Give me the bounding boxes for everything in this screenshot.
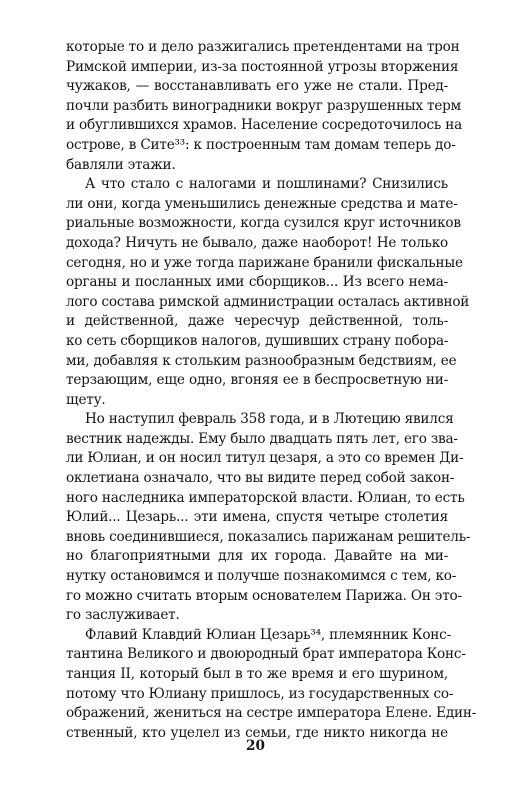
text-line: Но наступил февраль 358 года, и в Лютецию явился bbox=[85, 411, 454, 428]
text-line: А что стало с налогами и пошлинами? Снизились bbox=[85, 176, 448, 193]
text-line: оклетиана означало, что вы видите перед собой закон- bbox=[66, 470, 455, 487]
text-line: го можно считать вторым основателем Парижа. Он это- bbox=[66, 587, 462, 604]
paragraph-3 bbox=[66, 410, 471, 626]
text-line: вновь соединившиеся, показались парижанам решитель- bbox=[66, 528, 471, 545]
text-line: острове, в Сите³³: к построенным там домам теперь до- bbox=[66, 136, 456, 153]
text-line: дохода? Ничуть не бывало, даже наоборот! Не только bbox=[66, 234, 448, 251]
text-line: и действенной, даже чересчур действенной, толь- bbox=[66, 313, 448, 330]
text-line: и обуглившихся храмов. Население сосредоточилось на bbox=[66, 117, 462, 134]
text-line: чужаков, — восстанавливать его уже не стали. Пред- bbox=[66, 78, 448, 95]
text-line: Флавий Клавдий Юлиан Цезарь³⁴, племянник Конс- bbox=[85, 626, 451, 643]
text-line: ми, добавляя к стольким разнообразным бедствиям, ее bbox=[66, 352, 457, 369]
page-number: 20 bbox=[246, 738, 265, 754]
text-line: ли Юлиан, и он носил титул цезаря, а это со времен Ди- bbox=[66, 450, 464, 467]
paragraph-4 bbox=[66, 626, 477, 744]
text-line: лого состава римской администрации осталась активной bbox=[66, 293, 470, 310]
text-line: щету. bbox=[66, 391, 106, 408]
text-line: терзающим, еще одно, вгоняя ее в беспросветную ни- bbox=[66, 372, 448, 389]
text-line: ображений, жениться на сестре императора Елене. Един- bbox=[66, 705, 477, 722]
text-line: го заслуживает. bbox=[66, 607, 180, 624]
text-line: но благоприятными для их города. Давайте на ми- bbox=[66, 548, 448, 565]
text-line: танция II, который был в то же время и его шурином, bbox=[66, 666, 448, 682]
text-line: бавляли этажи. bbox=[66, 156, 176, 173]
page-body bbox=[66, 38, 477, 743]
text-line: ко сеть сборщиков налогов, душивших страну побора- bbox=[66, 332, 449, 349]
text-line: которые то и дело разжигались претендентами на трон bbox=[66, 39, 460, 55]
text-line: риальные возможности, когда сузился круг источников bbox=[66, 215, 461, 232]
text-line: вестник надежды. Ему было двадцать пять лет, его зва- bbox=[66, 430, 458, 447]
paragraph-1 bbox=[66, 38, 462, 175]
text-line: Юлий... Цезарь... эти имена, спустя четыре столетия bbox=[66, 509, 448, 526]
paragraph-2 bbox=[66, 175, 470, 410]
text-line: сегодня, но и уже тогда парижане бранили фискальные bbox=[66, 254, 463, 271]
text-line: ственный, кто уцелел из семьи, где никто никогда не bbox=[66, 724, 448, 741]
text-line: ного наследника императорской власти. Юлиан, то есть bbox=[66, 489, 465, 506]
text-line: органы и посланных ими сборщиков... Из всего нема- bbox=[66, 274, 448, 291]
text-line: потому что Юлиану пришлось, из государственных со- bbox=[66, 685, 454, 702]
text-line: тантина Великого и двоюродный брат императора Конс- bbox=[66, 646, 466, 663]
text-line: Римской империи, из-за постоянной угрозы вторжения bbox=[66, 58, 459, 75]
text-line: нутку остановимся и получше познакомимся с тем, ко- bbox=[66, 568, 457, 585]
text-line: почли разбить виноградники вокруг разрушенных терм bbox=[66, 97, 462, 114]
text-line: ли они, когда уменьшились денежные средства и мате- bbox=[66, 195, 458, 212]
